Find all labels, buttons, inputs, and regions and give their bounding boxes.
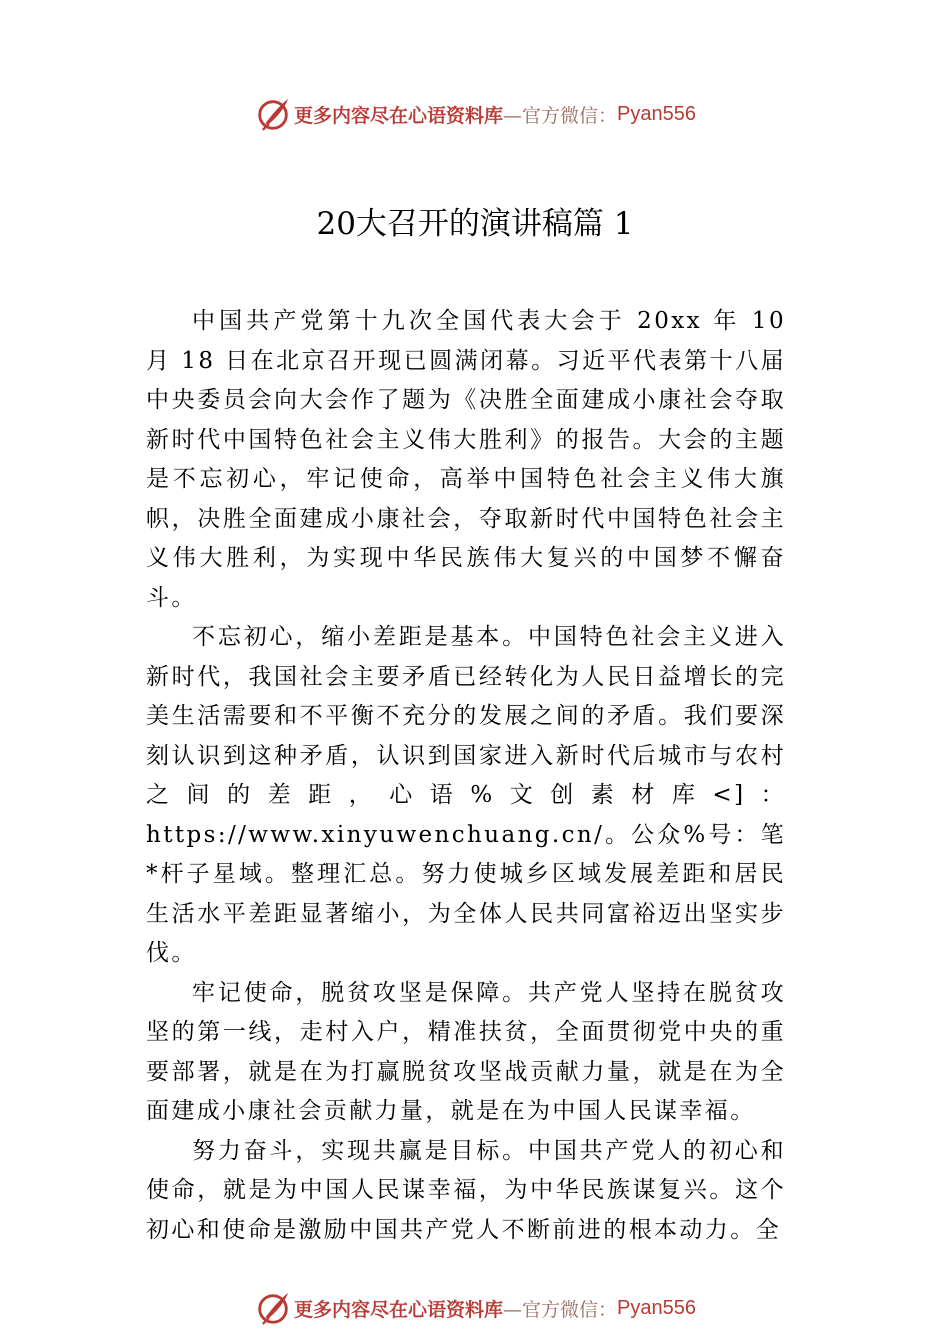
document-title: 20大召开的演讲稿篇 1 <box>316 206 634 242</box>
watermark-banner-top <box>0 92 950 136</box>
banner-label-text: —官方微信： <box>503 104 618 127</box>
quill-pen-icon <box>254 1289 292 1327</box>
paragraph: 努力奋斗，实现共赢是目标。中国共产党人的初心和使命，就是为中国人民谋幸福，为中华民族谋复兴。这个初心和使命是激励中国共产党人不断前进的根本动力。全 <box>146 1137 786 1243</box>
banner-wechat-id: Pyan556 <box>617 102 696 125</box>
banner-label-text: —官方微信： <box>503 1298 618 1321</box>
document-body <box>146 302 786 1250</box>
banner-main-text: 更多内容尽在心语资料库 <box>294 104 504 127</box>
banner-main-text: 更多内容尽在心语资料库 <box>294 1298 504 1321</box>
banner-wechat-id: Pyan556 <box>617 1296 696 1319</box>
paragraph: 中国共产党第十九次全国代表大会于 20xx 年 10 月 18 日在北京召开现已圆满闭幕。习近平代表第十八届中央委员会向大会作了题为《决胜全面建成小康社会夺取新时代中国特色社会主义伟大胜利》的报告。大会的主题是不忘初心，牢记使命，高举中国特色社会主义伟大旗帜，决胜全面建成小康社会，夺取新时代中国特色社会主义伟大胜利，为实现中华民族伟大复兴的中国梦不懈奋斗。 <box>146 308 786 611</box>
quill-pen-icon <box>254 95 292 133</box>
watermark-banner-bottom <box>0 1286 950 1330</box>
paragraph: 不忘初心，缩小差距是基本。中国特色社会主义进入新时代，我国社会主要矛盾已经转化为人民日益增长的完美生活需要和不平衡不充分的发展之间的矛盾。我们要深刻认识到这种矛盾，认识到国家进入新时代后城市与农村之间的差距，心语%文创素材库<]：https://www.xinyuwenchuang.cn/。公众%号：笔*杆子星域。整理汇总。努力使城乡区域发展差距和居民生活水平差距显著缩小，为全体人民共同富裕迈出坚实步伐。 <box>146 624 786 966</box>
paragraph: 牢记使命，脱贫攻坚是保障。共产党人坚持在脱贫攻坚的第一线，走村入户，精准扶贫，全面贯彻党中央的重要部署，就是在为打赢脱贫攻坚战贡献力量，就是在为全面建成小康社会贡献力量，就是在为中国人民谋幸福。 <box>146 979 786 1124</box>
